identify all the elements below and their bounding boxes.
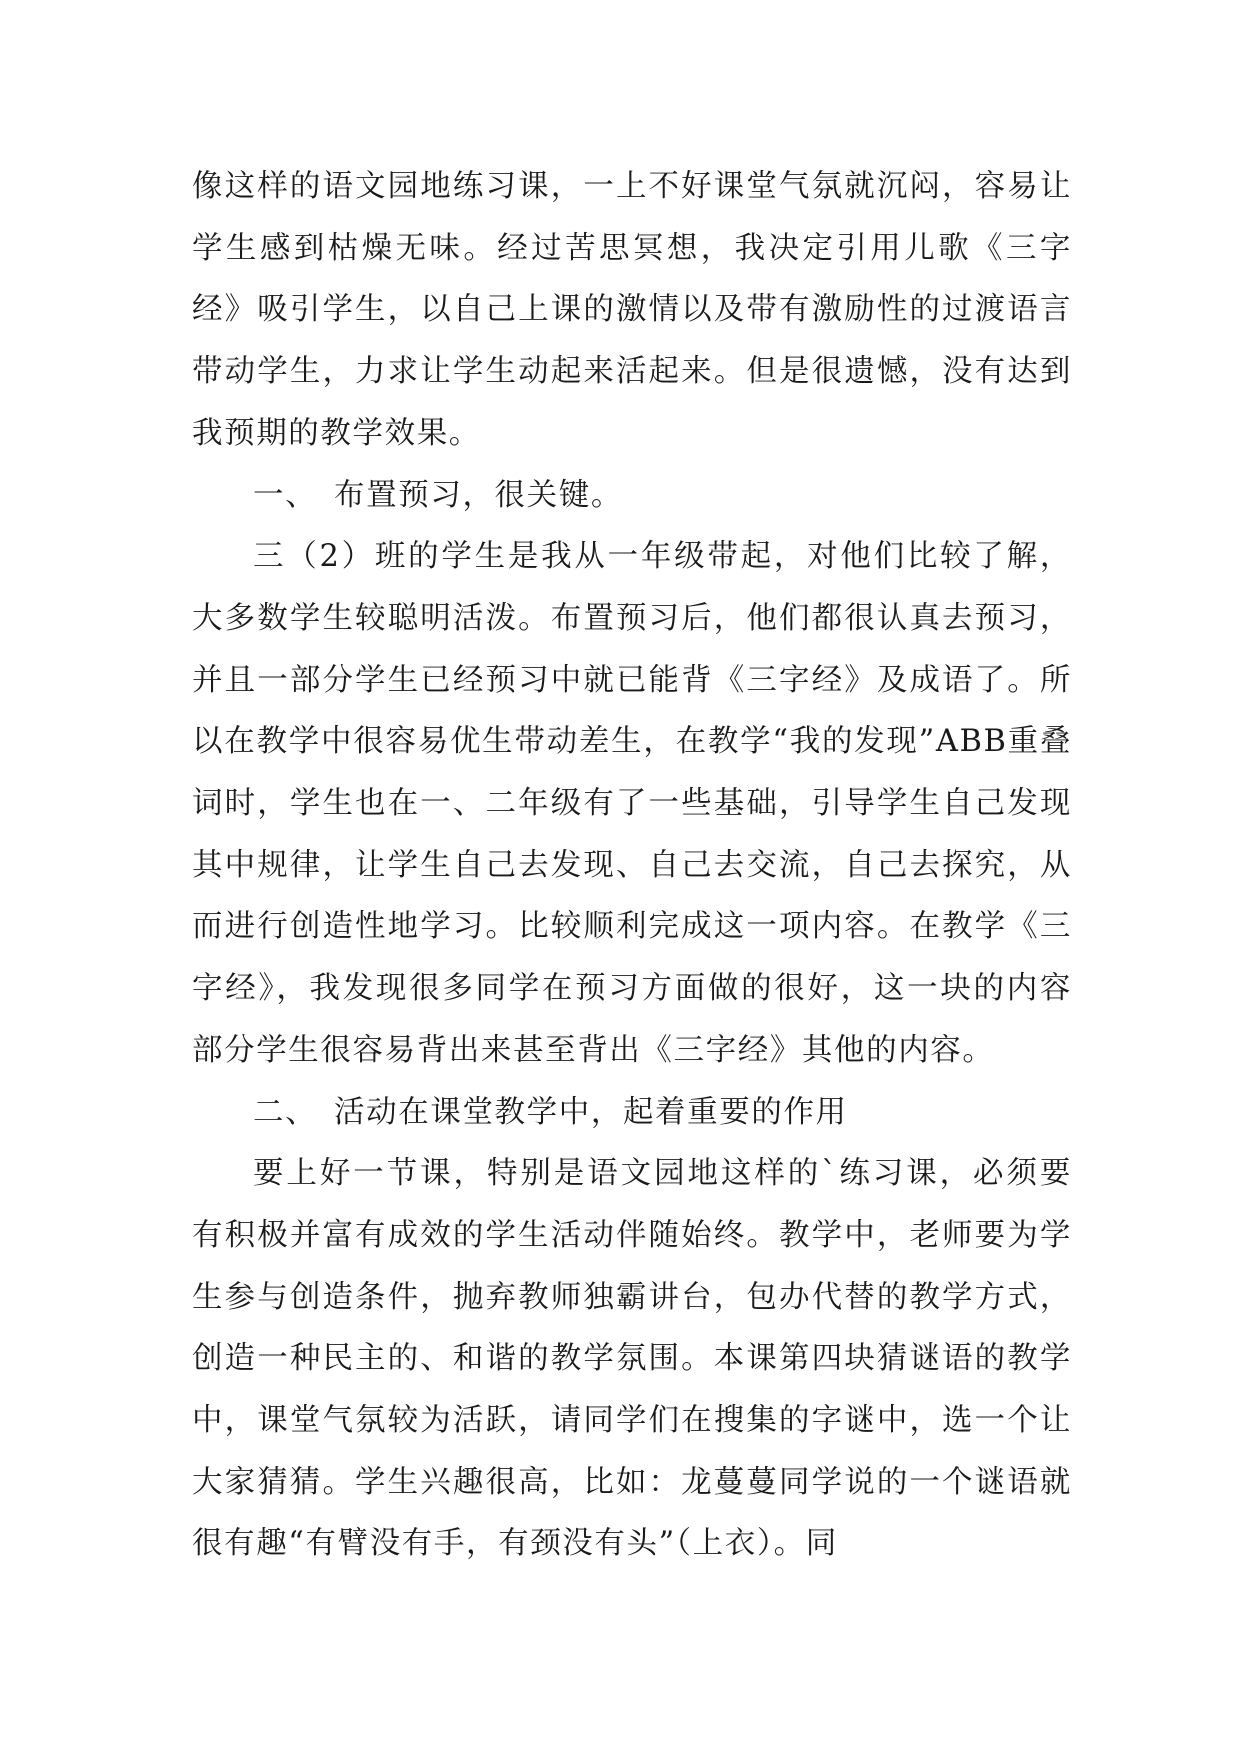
paragraph-preview: 三（2）班的学生是我从一年级带起，对他们比较了解，大多数学生较聪明活泼。布置预习后，他们都很认真去预习，并且一部分学生已经预习中就已能背《三字经》及成语了。所以在教学中很容易优生带动差生，在教学“我的发现”ABB重叠词时，学生也在一、二年级有了一些基础，引导学生自己发现其中规律，让学生自己去发现、自己去交流，自己去探究，从而进行创造性地学习。比较顺利完成这一项内容。在教学《三字经》，我发现很多同学在预习方面做的很好，这一块的内容部分学生很容易背出来甚至背出《三字经》其他的内容。 bbox=[192, 539, 1072, 1068]
document-body bbox=[192, 156, 1072, 1575]
paragraph-intro: 像这样的语文园地练习课，一上不好课堂气氛就沉闷，容易让学生感到枯燥无味。经过苦思冥想，我决定引用儿歌《三字经》吸引学生，以自己上课的激情以及带有激励性的过渡语言带动学生，力求让学生动起来活起来。但是很遗憾，没有达到我预期的教学效果。 bbox=[192, 169, 1072, 451]
section-heading-1: 一、 布置预习，很关键。 bbox=[253, 477, 623, 513]
section-heading-2: 二、 活动在课堂教学中，起着重要的作用 bbox=[253, 1094, 848, 1130]
paragraph-activity: 要上好一节课，特别是语文园地这样的`练习课，必须要有积极并富有成效的学生活动伴随始终。教学中，老师要为学生参与创造条件，抛弃教师独霸讲台，包办代替的教学方式，创造一种民主的、和谐的教学氛围。本课第四块猜谜语的教学中，课堂气氛较为活跃，请同学们在搜集的字谜中，选一个让大家猜猜。学生兴趣很高，比如：龙蔓蔓同学说的一个谜语就很有趣“有臂没有手，有颈没有头”（上衣）。同 bbox=[192, 1156, 1072, 1562]
